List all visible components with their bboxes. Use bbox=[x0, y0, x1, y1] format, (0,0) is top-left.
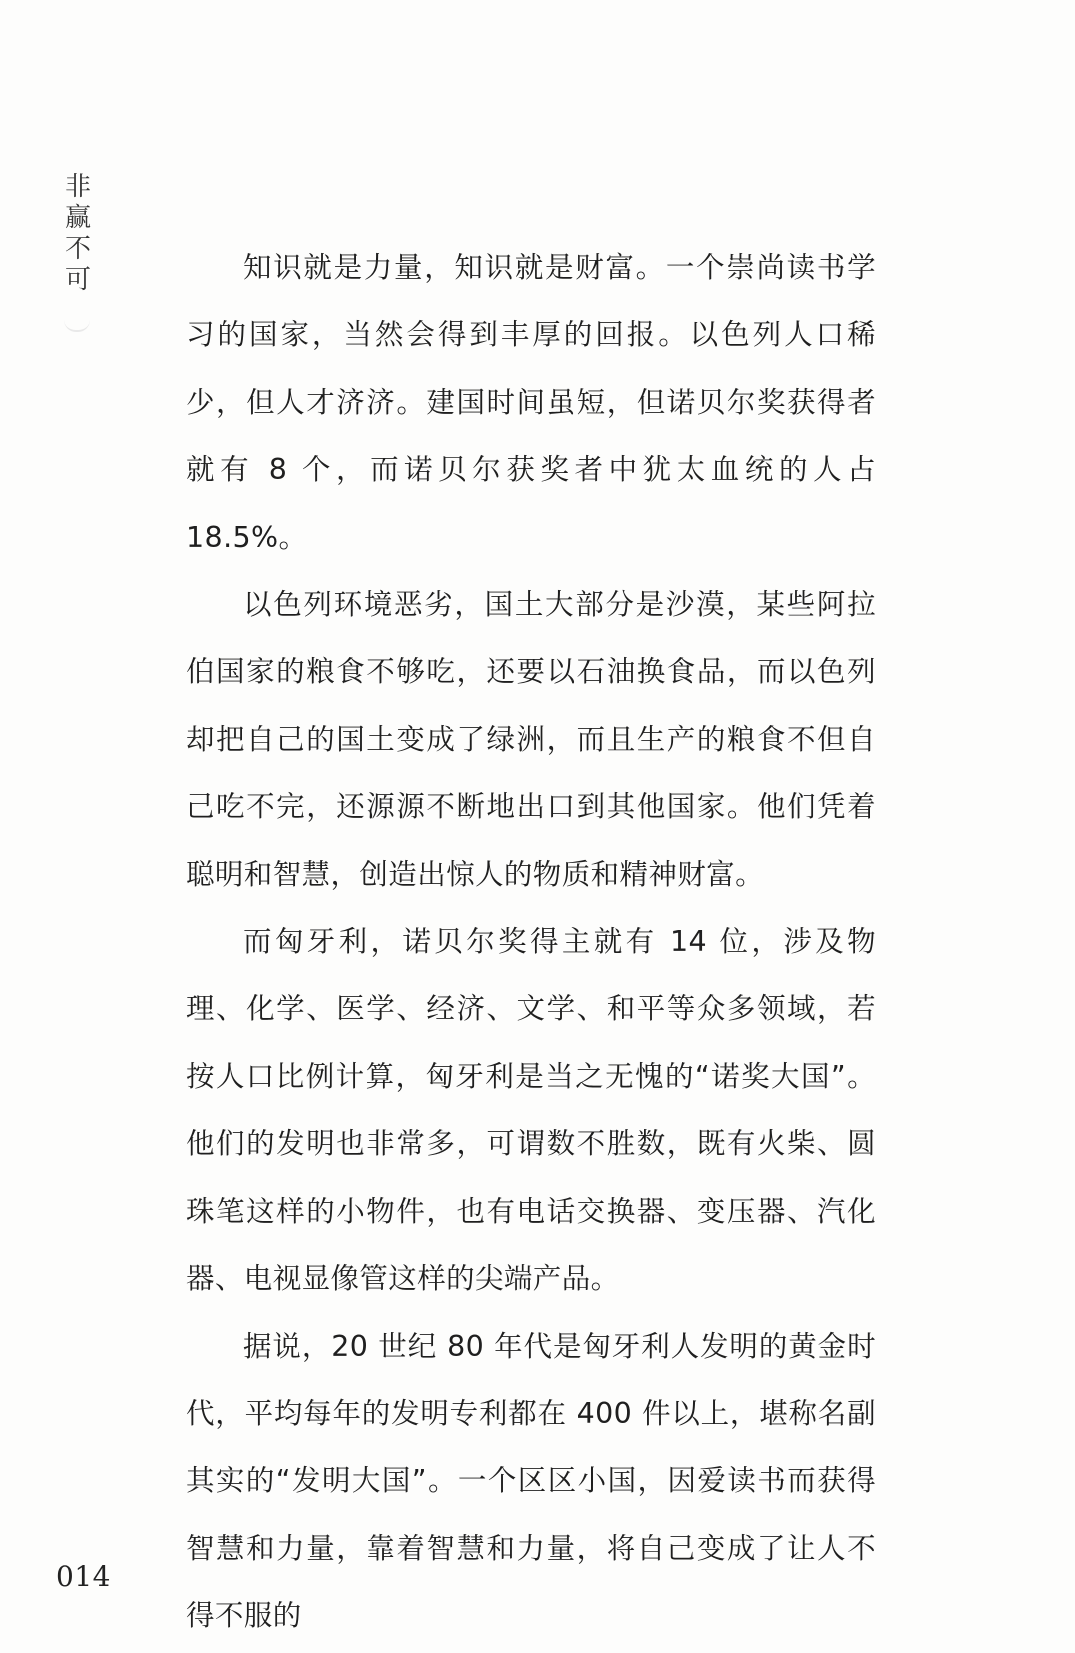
body-text bbox=[186, 234, 876, 1650]
paragraph-4: 据说，20 世纪 80 年代是匈牙利人发明的黄金时代，平均每年的发明专利都在 400 件以上，堪称名副其实的“发明大国”。一个区区小国，因爱读书而获得智慧和力量，靠着智慧和力量，将自己变成了让人不得不服的 bbox=[186, 1329, 876, 1633]
paragraph-1: 知识就是力量，知识就是财富。一个崇尚读书学习的国家，当然会得到丰厚的回报。以色列人口稀少，但人才济济。建国时间虽短，但诺贝尔奖获得者就有 8 个，而诺贝尔获奖者中犹太血统的人占 18.5%。 bbox=[186, 251, 876, 554]
page-number: 014 bbox=[56, 1560, 111, 1593]
paragraph-2: 以色列环境恶劣，国土大部分是沙漠，某些阿拉伯国家的粮食不够吃，还要以石油换食品，而以色列却把自己的国土变成了绿洲，而且生产的粮食不但自己吃不完，还源源不断地出口到其他国家。他们凭着聪明和智慧，创造出惊人的物质和精神财富。 bbox=[186, 588, 876, 891]
running-header-title: 非 赢 不 可 bbox=[64, 172, 91, 295]
paragraph-3: 而匈牙利，诺贝尔奖得主就有 14 位，涉及物理、化学、医学、经济、文学、和平等众多领域，若按人口比例计算，匈牙利是当之无愧的“诺奖大国”。他们的发明也非常多，可谓数不胜数，既有火柴、圆珠笔这样的小物件，也有电话交换器、变压器、汽化器、电视显像管这样的尖端产品。 bbox=[186, 925, 876, 1296]
decorative-mark bbox=[64, 312, 90, 332]
